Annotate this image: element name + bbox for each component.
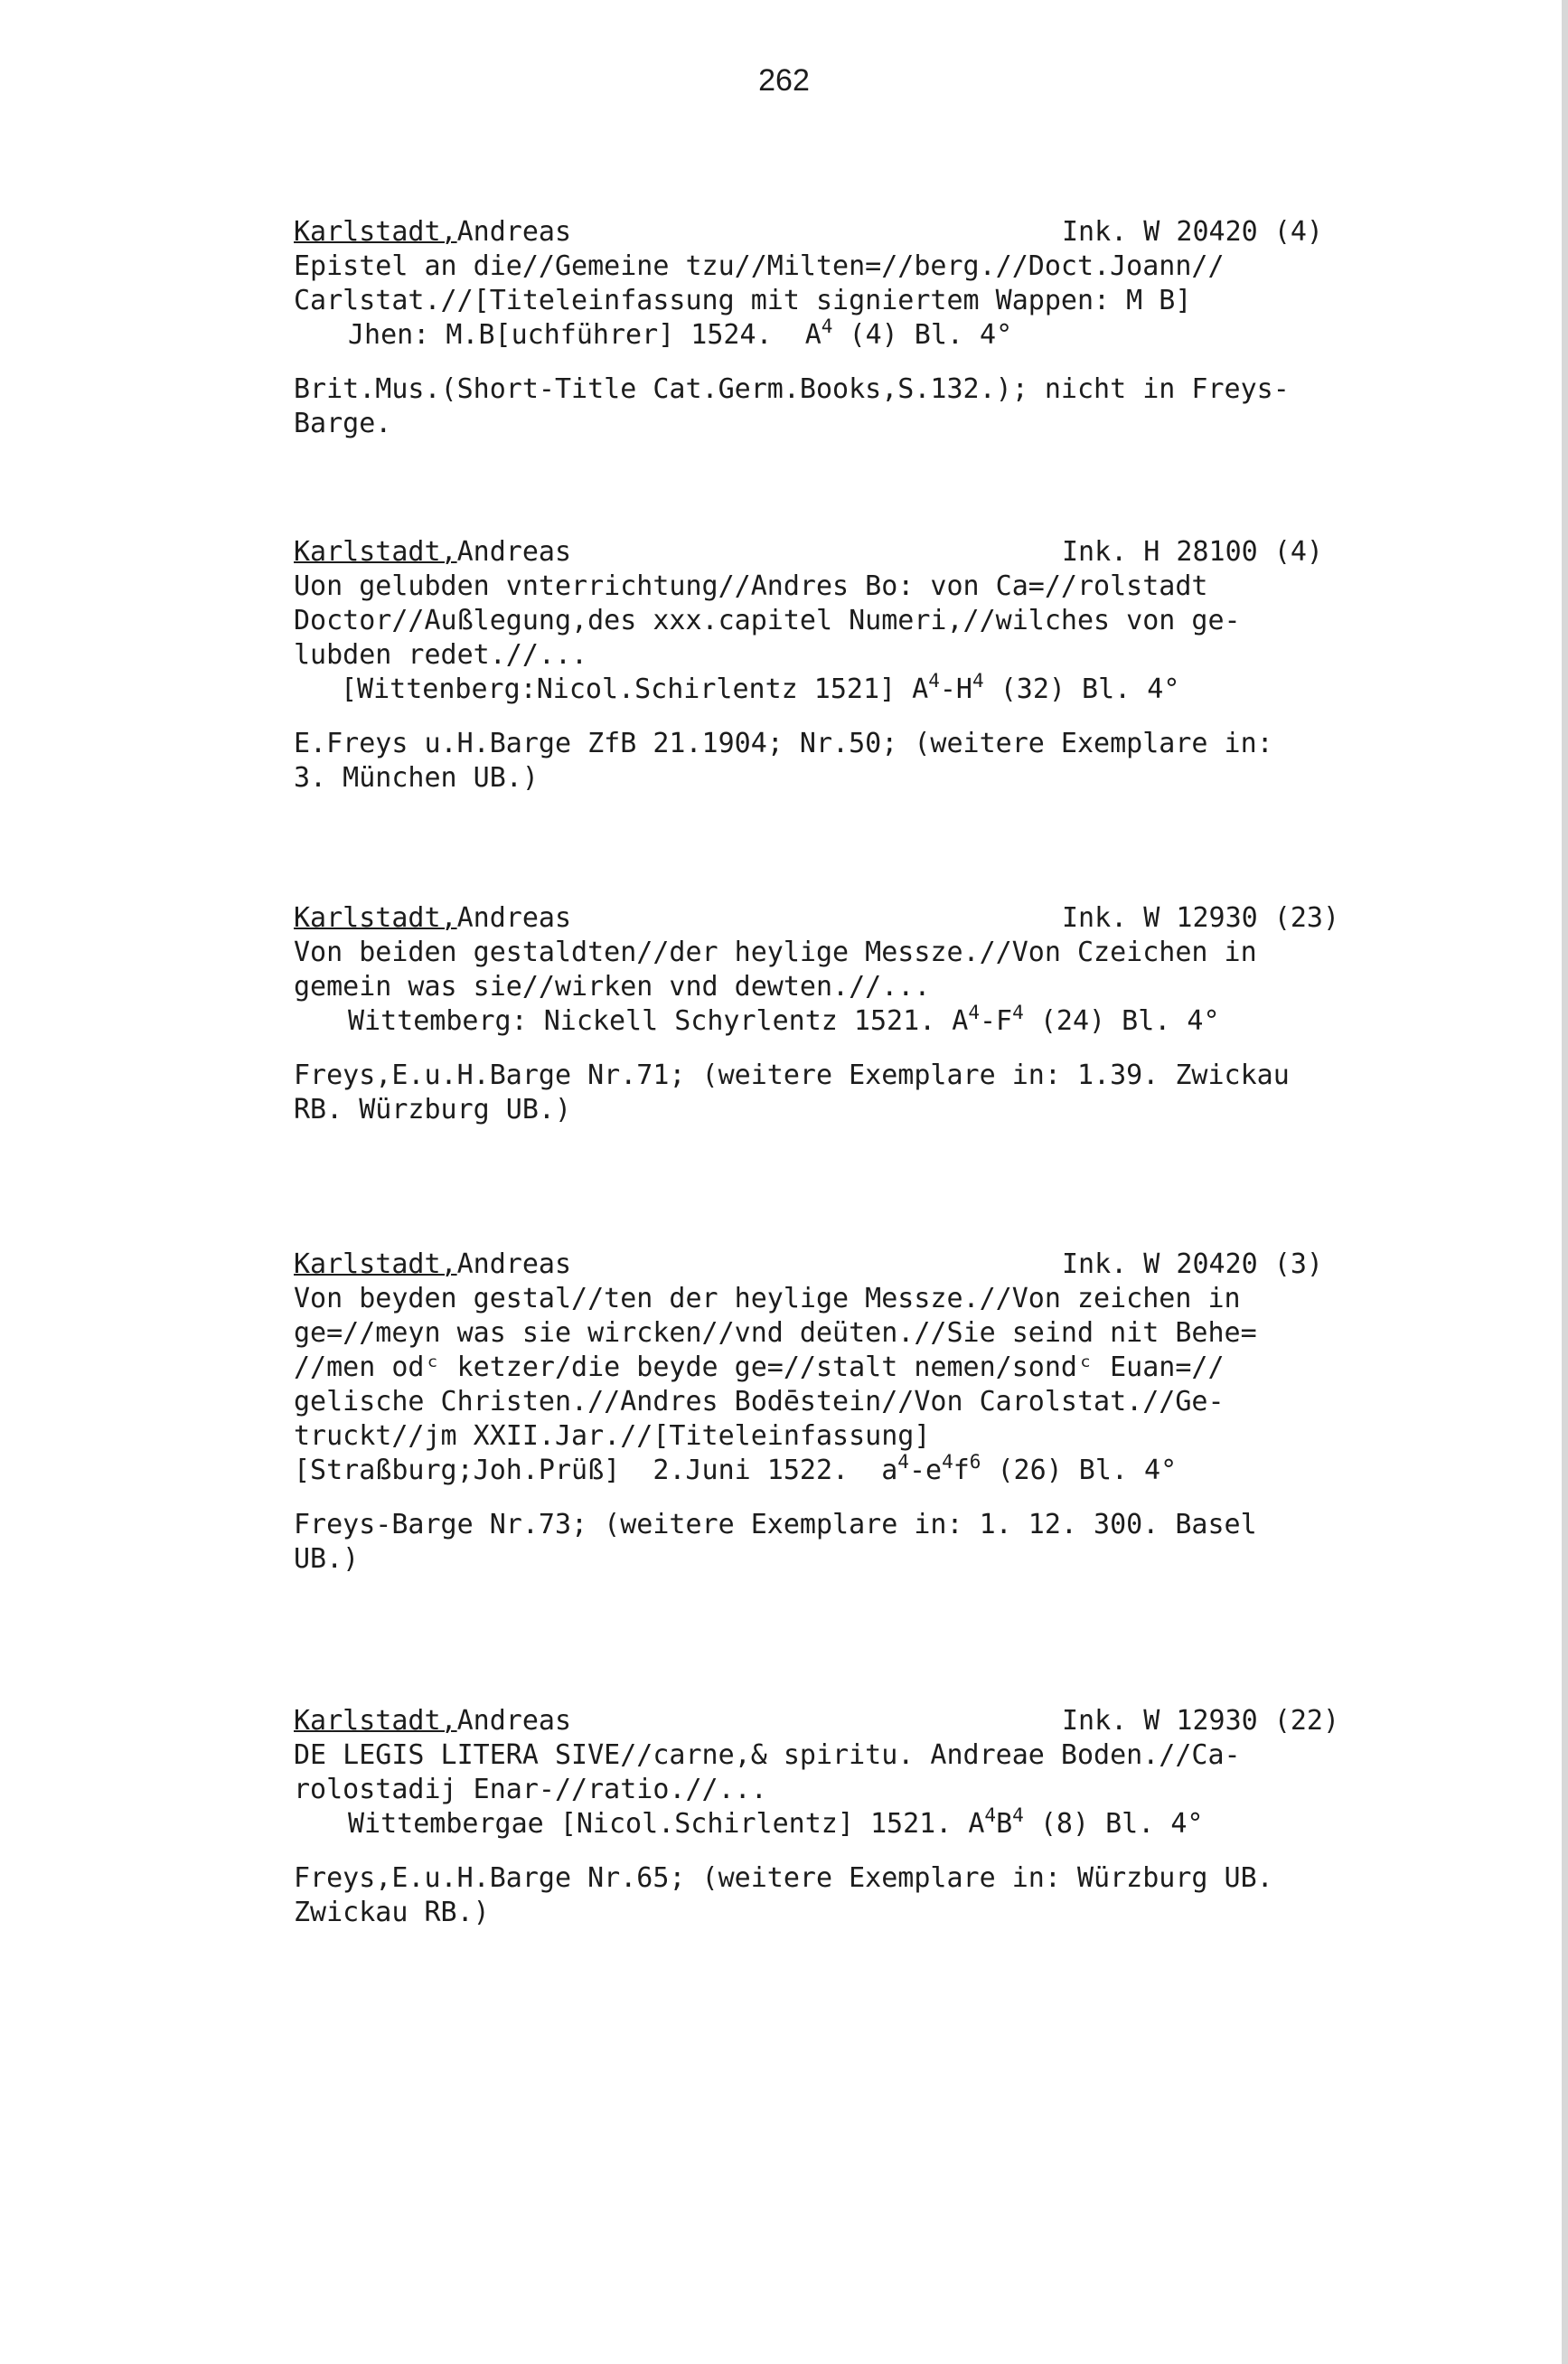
title-line: ge=//meyn was sie wircken//vnd deüten.//Sie seind nit Behe= — [294, 1317, 1257, 1349]
incunable-number: Ink. W 12930 (22) — [1062, 1705, 1340, 1737]
author-surname: Karlstadt, — [294, 536, 457, 568]
title-line: Epistel an die//Gemeine tzu//Milten=//berg.//Doct.Joann// — [294, 250, 1225, 282]
catalog-entry-1 — [294, 215, 1469, 441]
reference-line: 3. München UB.) — [294, 762, 539, 794]
catalog-entry-3 — [294, 901, 1469, 1127]
imprint-line: Jhen: M.B[uchführer] 1524. $A^4$ (4) Bl. 4° — [348, 316, 1013, 351]
author-surname: Karlstadt, — [294, 1248, 457, 1280]
author-firstname: Andreas — [456, 1248, 572, 1280]
title-line: Doctor//Außlegung,des xxx.capitel Numeri,//wilches von ge- — [294, 605, 1241, 636]
title-line: lubden redet.//... — [294, 639, 588, 671]
author-surname: Karlstadt, — [294, 216, 457, 248]
author-firstname: Andreas — [456, 1705, 572, 1737]
reference-line: Zwickau RB.) — [294, 1897, 490, 1928]
reference-line: Brit.Mus.(Short-Title Cat.Germ.Books,S.132.); nicht in Freys- — [294, 373, 1290, 405]
entry-heading — [294, 901, 1469, 936]
title-line: Von beyden gestal//ten der heylige Messze.//Von zeichen in — [294, 1283, 1241, 1314]
author-surname: Karlstadt, — [294, 902, 457, 934]
catalog-entry-2 — [294, 535, 1469, 796]
entry-heading — [294, 215, 1469, 250]
author-firstname: Andreas — [456, 902, 572, 934]
imprint-line: Wittemberg: Nickell Schyrlentz 1521. $A^4-F^4$ (24) Bl. 4° — [348, 1002, 1220, 1037]
incunable-number: Ink. H 28100 (4) — [1062, 536, 1323, 568]
reference-line: Freys,E.u.H.Barge Nr.65; (weitere Exemplare in: Würzburg UB. — [294, 1862, 1273, 1894]
reference-line: Freys-Barge Nr.73; (weitere Exemplare in: 1. 12. 300. Basel — [294, 1509, 1257, 1540]
imprint-line: Wittembergae [Nicol.Schirlentz] 1521. $A^4B^4$ (8) Bl. 4° — [348, 1804, 1204, 1840]
title-line: rolostadij Enar-//ratio.//... — [294, 1774, 767, 1805]
reference-line: UB.) — [294, 1543, 360, 1575]
incunable-number: Ink. W 20420 (4) — [1062, 216, 1323, 248]
title-line: Uon gelubden vnterrichtung//Andres Bo: von Ca=//rolstadt — [294, 570, 1208, 602]
title-line: truckt//jm XXII.Jar.//[Titeleinfassung] — [294, 1420, 931, 1452]
entry-heading — [294, 1704, 1469, 1738]
imprint-line: [Wittenberg:Nicol.Schirlentz 1521] $A^4-H^4$ (32) Bl. 4° — [341, 670, 1180, 705]
title-line: DE LEGIS LITERA SIVE//carne,& spiritu. Andreae Boden.//Ca- — [294, 1739, 1241, 1771]
catalog-entry-4 — [294, 1248, 1469, 1577]
imprint-line: [Straßburg;Joh.Prüß] 2.Juni 1522. $a^4-e^4f^6$ (26) Bl. 4° — [294, 1451, 1178, 1486]
title-line: Carlstat.//[Titeleinfassung mit signiertem Wappen: M B] — [294, 285, 1192, 316]
title-line: gemein was sie//wirken vnd dewten.//... — [294, 971, 931, 1003]
page-edge-shadow — [1562, 0, 1568, 2364]
reference-line: Freys,E.u.H.Barge Nr.71; (weitere Exemplare in: 1.39. Zwickau — [294, 1060, 1290, 1091]
catalog-entry-5 — [294, 1704, 1469, 1930]
title-line: Von beiden gestaldten//der heylige Messze.//Von Czeichen in — [294, 937, 1257, 968]
incunable-number: Ink. W 12930 (23) — [1062, 902, 1340, 934]
title-line: gelische Christen.//Andres Bodēstein//Von Carolstat.//Ge- — [294, 1386, 1225, 1417]
author-firstname: Andreas — [456, 536, 572, 568]
reference-line: Barge. — [294, 408, 392, 439]
reference-line: E.Freys u.H.Barge ZfB 21.1904; Nr.50; (weitere Exemplare in: — [294, 728, 1273, 759]
author-surname: Karlstadt, — [294, 1705, 457, 1737]
entry-heading — [294, 1248, 1469, 1282]
author-firstname: Andreas — [456, 216, 572, 248]
incunable-number: Ink. W 20420 (3) — [1062, 1248, 1323, 1280]
reference-line: RB. Würzburg UB.) — [294, 1094, 572, 1125]
page-number: 262 — [758, 63, 810, 98]
title-line: //men odᶜ ketzer/die beyde ge=//stalt nemen/sondᶜ Euan=// — [294, 1352, 1225, 1383]
entry-heading — [294, 535, 1469, 570]
